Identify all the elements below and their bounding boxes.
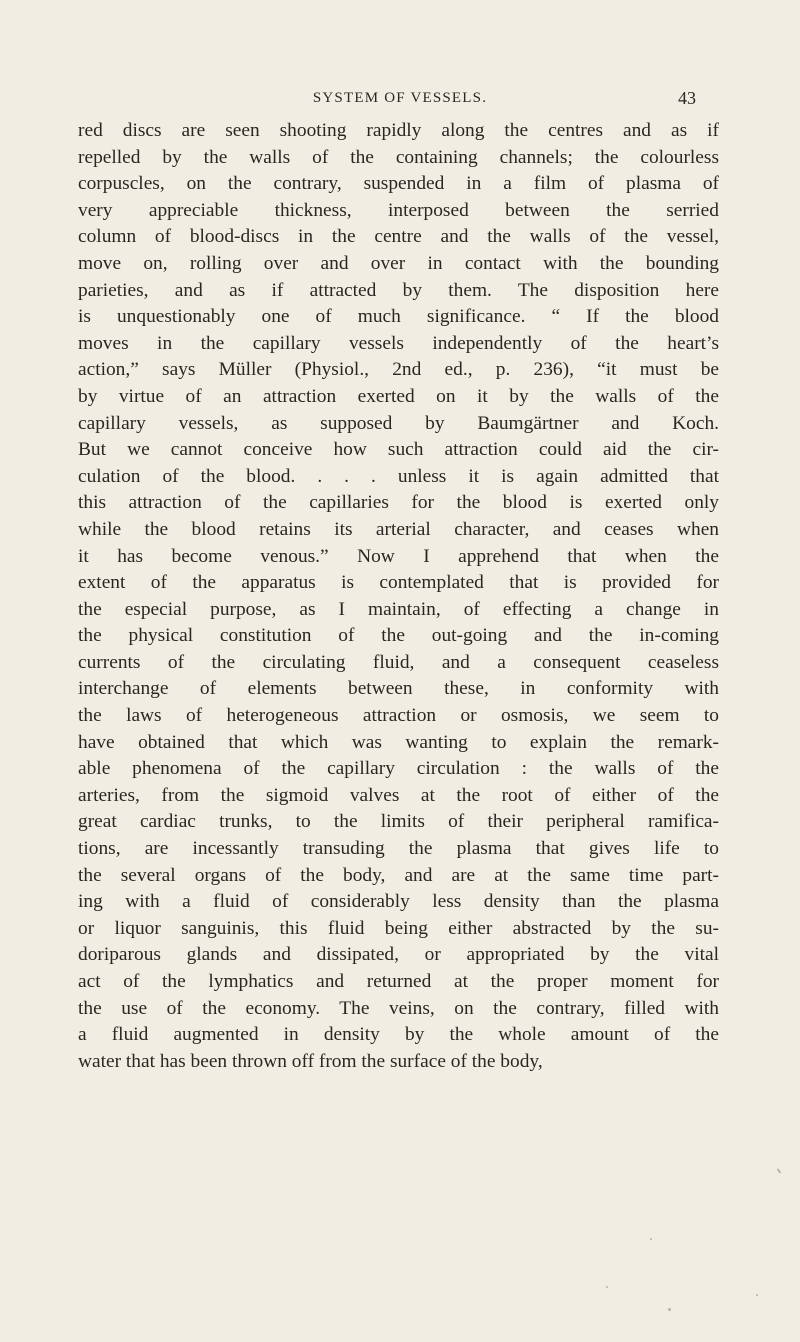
text-line: corpuscles, on the contrary, suspended in a film of plasma of	[78, 173, 719, 195]
text-line: But we cannot conceive how such attraction could aid the cir-	[78, 439, 719, 461]
text-line: parieties, and as if attracted by them. The disposition here	[78, 279, 719, 301]
paper-speck	[756, 1294, 758, 1296]
text-line: moves in the capillary vessels independently of the heart’s	[78, 332, 719, 354]
text-line: this attraction of the capillaries for the blood is exerted only	[78, 492, 719, 514]
text-line: interchange of elements between these, in conformity with	[78, 678, 719, 700]
text-line: ing with a fluid of considerably less density than the plasma	[78, 891, 719, 913]
text-line: a fluid augmented in density by the whole amount of the	[78, 1024, 719, 1046]
text-line: doriparous glands and dissipated, or appropriated by the vital	[78, 944, 719, 966]
text-line: very appreciable thickness, interposed between the serried	[78, 199, 719, 221]
text-line: have obtained that which was wanting to explain the remark-	[78, 731, 719, 753]
text-line: or liquor sanguinis, this fluid being either abstracted by the su-	[78, 917, 719, 939]
text-line: the physical constitution of the out-going and the in-coming	[78, 625, 719, 647]
text-line: the especial purpose, as I maintain, of effecting a change in	[78, 598, 719, 620]
running-head	[0, 88, 800, 112]
text-line: capillary vessels, as supposed by Baumgärtner and Koch.	[78, 412, 719, 434]
text-line: move on, rolling over and over in contact with the bounding	[78, 252, 719, 274]
paper-speck	[606, 1286, 608, 1288]
paper-speck	[668, 1308, 671, 1311]
text-line: currents of the circulating fluid, and a consequent ceaseless	[78, 651, 719, 673]
text-line: it has become venous.” Now I apprehend that when the	[78, 545, 719, 567]
paper-speck	[776, 1168, 781, 1174]
text-line: great cardiac trunks, to the limits of their peripheral ramifica-	[78, 811, 719, 833]
text-line: is unquestionably one of much significance. “ If the blood	[78, 306, 719, 328]
text-line: action,” says Müller (Physiol., 2nd ed., p. 236), “it must be	[78, 359, 719, 381]
text-line: repelled by the walls of the containing channels; the colourless	[78, 146, 719, 168]
text-line: extent of the apparatus is contemplated that is provided for	[78, 572, 719, 594]
text-line: column of blood-discs in the centre and the walls of the vessel,	[78, 226, 719, 248]
body-text	[78, 118, 719, 1075]
text-line: the laws of heterogeneous attraction or osmosis, we seem to	[78, 705, 719, 727]
text-line: arteries, from the sigmoid valves at the root of either of the	[78, 784, 719, 806]
page-number: 43	[678, 88, 696, 108]
text-line: while the blood retains its arterial character, and ceases when	[78, 518, 719, 540]
text-line: the several organs of the body, and are at the same time part-	[78, 864, 719, 886]
text-line: by virtue of an attraction exerted on it by the walls of the	[78, 385, 719, 407]
paper-speck	[650, 1238, 652, 1240]
text-line: tions, are incessantly transuding the plasma that gives life to	[78, 838, 719, 860]
running-title: SYSTEM OF VESSELS.	[312, 90, 488, 106]
text-line: red discs are seen shooting rapidly along the centres and as if	[78, 120, 719, 141]
text-line: act of the lymphatics and returned at the proper moment for	[78, 971, 719, 992]
text-line: culation of the blood. . . . unless it is again admitted that	[78, 465, 719, 487]
text-line: able phenomena of the capillary circulation : the walls of the	[78, 758, 719, 780]
text-line: water that has been thrown off from the surface of the body,	[78, 1050, 543, 1072]
text-line: the use of the economy. The veins, on the contrary, filled with	[78, 997, 719, 1019]
